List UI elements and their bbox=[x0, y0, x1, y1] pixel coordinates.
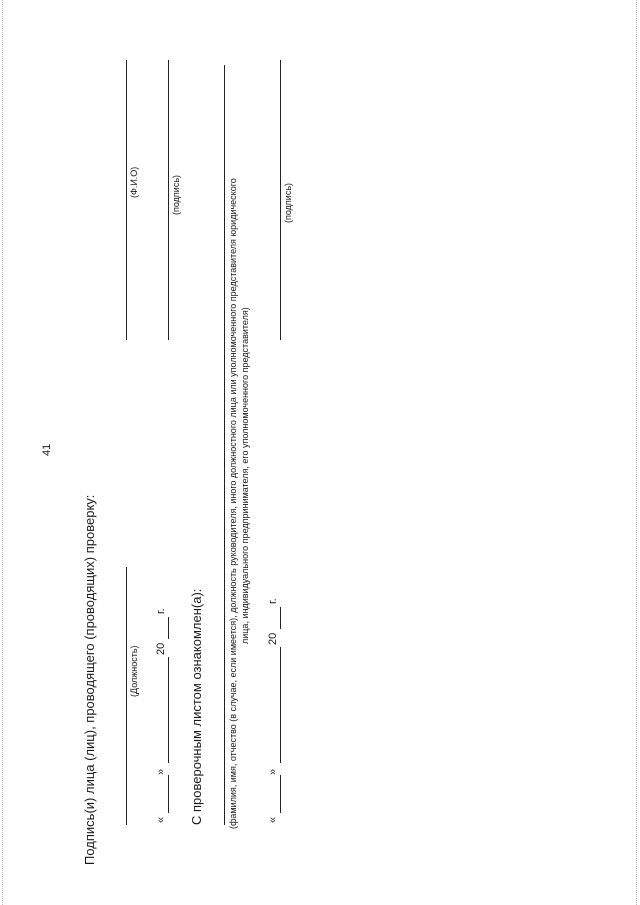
year-prefix: 20 bbox=[155, 642, 167, 655]
acknowledgement-heading: С проверочным листом ознакомлен(а): bbox=[189, 588, 204, 825]
scan-edge-top bbox=[2, 0, 3, 905]
day-underline bbox=[168, 775, 169, 813]
name-caption: (Ф.И.О) bbox=[129, 166, 139, 198]
ack-day-underline bbox=[280, 775, 281, 813]
ack-date-close-quote: » bbox=[267, 768, 279, 775]
ack-date-open-quote: « bbox=[267, 816, 279, 823]
page-number: 41 bbox=[41, 443, 53, 456]
position-caption: (Должность) bbox=[129, 645, 139, 697]
year-underline bbox=[168, 617, 169, 639]
inspector-signature-underline bbox=[168, 60, 169, 340]
date-open-quote: « bbox=[155, 816, 167, 823]
inspector-heading: Подпись(и) лица (лиц), проводящего (проводящих) проверку: bbox=[82, 494, 97, 865]
acknowledgement-caption-line1: (фамилия, имя, отчество (в случае, если имеется), должность руководителя, иного должностного лица или уполномоченного представителя юридического bbox=[228, 178, 238, 829]
ack-signature-caption: (подпись) bbox=[283, 182, 293, 223]
year-suffix: г. bbox=[155, 608, 167, 614]
acknowledgement-name-underline bbox=[224, 65, 225, 825]
inspector-signature-caption: (подпись) bbox=[171, 174, 181, 215]
ack-year-prefix: 20 bbox=[267, 632, 279, 645]
ack-signature-underline bbox=[280, 60, 281, 340]
ack-year-suffix: г. bbox=[267, 598, 279, 604]
ack-month-underline bbox=[280, 647, 281, 763]
name-underline bbox=[126, 60, 127, 340]
position-underline bbox=[126, 567, 127, 825]
acknowledgement-caption-line2: лица, индивидуального предпринимателя, его уполномоченного представителя) bbox=[240, 307, 250, 644]
ack-year-underline bbox=[280, 607, 281, 629]
date-close-quote: » bbox=[155, 768, 167, 775]
scan-edge-bottom bbox=[636, 0, 637, 905]
month-underline bbox=[168, 657, 169, 763]
